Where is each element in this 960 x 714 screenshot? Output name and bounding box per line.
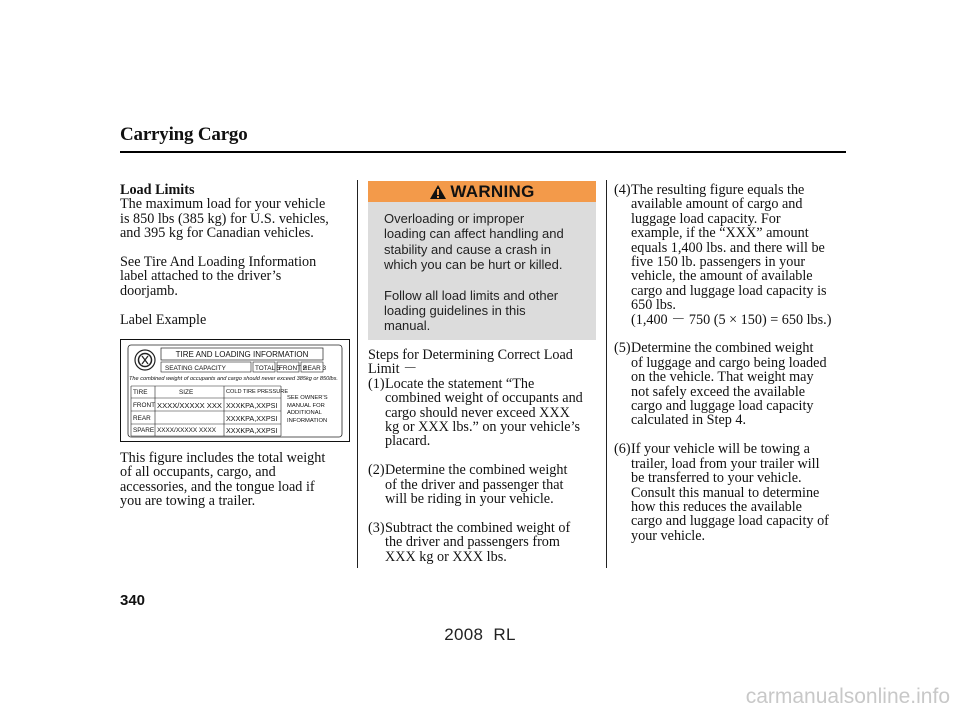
step-1 bbox=[368, 377, 603, 449]
col-pressure: COLD TIRE PRESSURE bbox=[226, 389, 289, 395]
warning-text bbox=[368, 202, 596, 334]
step-2 bbox=[368, 463, 603, 506]
row-spare-pressure: XXXKPA,XXPSI bbox=[226, 426, 278, 435]
text-line: trailer, load from your trailer will bbox=[631, 455, 820, 472]
text-line: Consult this manual to determine bbox=[631, 484, 820, 501]
step-number: (1) bbox=[368, 375, 385, 392]
text-line: calculated in Step 4. bbox=[631, 412, 747, 429]
column-1-bottom bbox=[120, 451, 352, 509]
text-line: Locate the statement “The bbox=[385, 375, 535, 392]
text-line: If your vehicle will be towing a bbox=[631, 441, 810, 458]
col-size: SIZE bbox=[179, 389, 194, 396]
text-line: which you can be hurt or killed. bbox=[384, 257, 563, 273]
step-number: (4) bbox=[614, 182, 631, 198]
text-line: vehicle, the amount of available bbox=[631, 268, 813, 285]
row-spare-tire: SPARE bbox=[133, 427, 155, 434]
combined-weight-note: The combined weight of occupants and cargo should never exceed 385kg or 850lbs. bbox=[129, 376, 338, 382]
text-line: accessories, and the tongue load if bbox=[120, 478, 315, 495]
text-line: Limit － bbox=[368, 361, 418, 378]
warning-header bbox=[368, 181, 596, 202]
tire-loading-label-figure bbox=[120, 339, 350, 442]
see-manual-line: ADDITIONAL bbox=[287, 410, 322, 417]
text-line: you are towing a trailer. bbox=[120, 493, 256, 510]
text-line: Steps for Determining Correct Load bbox=[368, 347, 573, 363]
formula-line: (1,400 － 750 (5 × 150) = 650 lbs.) bbox=[631, 311, 832, 328]
text-line: your vehicle. bbox=[631, 527, 706, 544]
text-line: not safely exceed the available bbox=[631, 383, 806, 400]
see-manual-line: SEE OWNER’S bbox=[287, 395, 328, 401]
text-line: will be riding in your vehicle. bbox=[385, 491, 554, 508]
text-line: The maximum load for your vehicle bbox=[120, 196, 326, 213]
step-number: (5) bbox=[614, 340, 631, 357]
text-line: cargo should never exceed XXX bbox=[385, 404, 570, 421]
row-front-tire: FRONT bbox=[133, 402, 156, 409]
text-line: cargo and luggage load capacity bbox=[631, 398, 814, 415]
warning-label: WARNING bbox=[450, 181, 535, 201]
total-capacity: TOTAL 5 bbox=[255, 365, 281, 372]
text-line: and 395 kg for Canadian vehicles. bbox=[120, 225, 314, 242]
row-rear-tire: REAR bbox=[133, 415, 151, 422]
title-rule bbox=[120, 151, 846, 153]
text-line: five 150 lb. passengers in your bbox=[631, 254, 806, 271]
text-line: on the vehicle. That weight may bbox=[631, 369, 814, 386]
text-line: how this reduces the available bbox=[631, 498, 802, 515]
front-capacity: FRONT 2 bbox=[279, 365, 307, 372]
text-line: placard. bbox=[385, 433, 431, 450]
text-line: is 850 lbs (385 kg) for U.S. vehicles, bbox=[120, 210, 329, 227]
text-line: cargo and luggage load capacity of bbox=[631, 513, 829, 530]
text-line: XXX kg or XXX lbs. bbox=[385, 548, 507, 565]
text-line: the driver and passengers from bbox=[385, 534, 560, 551]
text-line: of the driver and passenger that bbox=[385, 476, 564, 493]
text-line: Follow all load limits and other bbox=[384, 287, 559, 303]
text-line: of luggage and cargo being loaded bbox=[631, 354, 827, 371]
text-line: The resulting figure equals the bbox=[631, 182, 805, 198]
see-manual-note bbox=[287, 395, 328, 425]
column-1 bbox=[120, 183, 352, 327]
text-line: loading guidelines in this bbox=[384, 303, 526, 319]
label-example-caption: Label Example bbox=[120, 311, 207, 328]
label-title: TIRE AND LOADING INFORMATION bbox=[175, 350, 309, 359]
warning-box bbox=[368, 181, 596, 340]
column-divider bbox=[357, 180, 358, 568]
page-title: Carrying Cargo bbox=[120, 124, 248, 145]
text-line: luggage load capacity. For bbox=[631, 210, 781, 227]
col-tire: TIRE bbox=[133, 389, 148, 396]
step-number: (6) bbox=[614, 441, 631, 458]
page-number: 340 bbox=[120, 592, 146, 609]
step-5 bbox=[614, 341, 848, 427]
section-heading: Load Limits bbox=[120, 182, 195, 198]
row-spare-size: XXXX/XXXXX XXXX bbox=[157, 427, 216, 434]
text-line: combined weight of occupants and bbox=[385, 390, 583, 407]
seating-capacity: SEATING CAPACITY bbox=[165, 365, 226, 372]
text-line: manual. bbox=[384, 318, 431, 334]
text-line: be transferred to your vehicle. bbox=[631, 470, 802, 487]
warning-triangle-icon bbox=[429, 184, 447, 200]
text-line: Determine the combined weight bbox=[385, 462, 568, 479]
watermark: carmanualsonline.info bbox=[745, 685, 950, 708]
text-line: stability and cause a crash in bbox=[384, 241, 551, 257]
column-3 bbox=[614, 183, 848, 543]
text-line: doorjamb. bbox=[120, 282, 178, 299]
text-line: example, if the “XXX” amount bbox=[631, 225, 809, 242]
text-line: This figure includes the total weight bbox=[120, 450, 326, 466]
step-3 bbox=[368, 521, 603, 564]
text-line: label attached to the driver’s bbox=[120, 268, 282, 285]
step-number: (2) bbox=[368, 462, 385, 479]
see-manual-line: INFORMATION bbox=[287, 417, 328, 424]
row-front-pressure: XXXKPA,XXPSI bbox=[226, 401, 278, 410]
text-line: equals 1,400 lbs. and there will be bbox=[631, 239, 825, 256]
column-divider bbox=[606, 180, 607, 568]
step-number: (3) bbox=[368, 519, 385, 536]
step-4 bbox=[614, 183, 848, 327]
text-line: Determine the combined weight bbox=[631, 340, 814, 357]
text-line: 650 lbs. bbox=[631, 297, 676, 314]
row-front-size: XXXX/XXXXX XXX bbox=[157, 401, 222, 410]
text-line: loading can affect handling and bbox=[384, 226, 564, 242]
text-line: cargo and luggage load capacity is bbox=[631, 282, 827, 299]
text-line: kg or XXX lbs.” on your vehicle’s bbox=[385, 419, 581, 436]
text-line: available amount of cargo and bbox=[631, 196, 803, 213]
text-line: See Tire And Loading Information bbox=[120, 254, 317, 271]
model-footer: 2008 RL bbox=[444, 625, 516, 644]
row-rear-pressure: XXXKPA,XXPSI bbox=[226, 414, 278, 423]
text-line: of all occupants, cargo, and bbox=[120, 464, 276, 481]
text-line: Subtract the combined weight of bbox=[385, 519, 571, 536]
step-6 bbox=[614, 442, 848, 543]
column-2 bbox=[368, 348, 603, 564]
rear-capacity: REAR 3 bbox=[303, 365, 327, 372]
text-line: Overloading or improper bbox=[384, 211, 525, 226]
see-manual-line: MANUAL FOR bbox=[287, 402, 325, 409]
